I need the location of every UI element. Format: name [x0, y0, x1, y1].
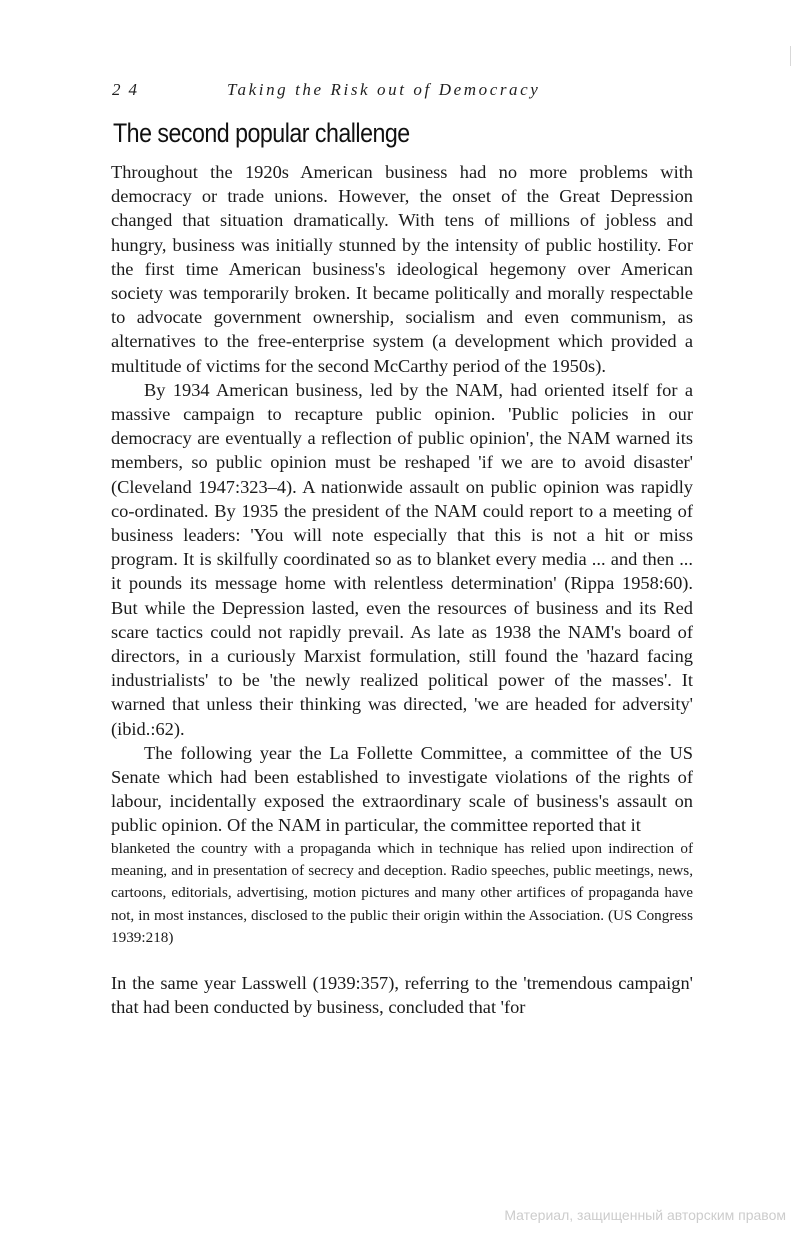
page-number: 24: [112, 80, 145, 99]
paragraph-2: By 1934 American business, led by the NAM, had oriented itself for a massive campaign to recapture public opinion. 'Public policies in our democracy are eventually a reflection of public opinion', the NAM warned its members, so public opinion must be reshaped 'if we are to avoid disaster' (Cleveland 1947:323–4). A nationwide assault on public opinion was rapidly co-ordinated. By 1935 the president of the NAM could report to a meeting of business leaders: 'You will note especially that this is not a hit or miss program. It is skilfully coordinated so as to blanket every media ... and then ... it pounds its message home with relentless determination' (Rippa 1958:60). But while the Depression lasted, even the resources of business and its Red scare tactics could not rapidly prevail. As late as 1938 the NAM's board of directors, in a curiously Marxist formulation, still found the 'hazard facing industrialists' to be 'the newly realized political power of the masses'. It warned that unless their thinking was directed, 'we are headed for adversity' (ibid.:62).: [111, 379, 693, 739]
paragraph-1: Throughout the 1920s American business had no more problems with democracy or trade unions. However, the onset of the Great Depression changed that situation dramatically. With tens of millions of jobless and hungry, business was initially stunned by the intensity of public hostility. For the first time American business's ideological hegemony over American society was temporarily broken. It became politically and morally respectable to advocate government ownership, socialism and even communism, as alternatives to the free-enterprise system (a development which provided a multitude of victims for the second McCarthy period of the 1950s).: [111, 162, 693, 376]
running-head: [112, 79, 592, 101]
running-head-title: Taking the Risk out of Democracy: [227, 80, 541, 99]
closing-paragraph: In the same year Lasswell (1939:357), referring to the 'tremendous campaign' that had been conducted by business, concluded that 'for: [111, 973, 693, 1018]
page-edge-mark: [790, 46, 791, 66]
paragraph-3: The following year the La Follette Committee, a committee of the US Senate which had been established to investigate violations of the rights of labour, incidentally exposed the extraordinary scale of business's assault on public opinion. Of the NAM in particular, the committee reported that it: [111, 742, 693, 836]
body-text: [111, 160, 693, 1020]
section-heading: The second popular challenge: [113, 118, 410, 148]
block-quote: blanketed the country with a propaganda which in technique has relied upon indirection of meaning, and in presentation of secrecy and deception. Radio speeches, public meetings, news, cartoons, editorials, advertising, motion pictures and many other artifices of propaganda have not, in most instances, disclosed to the public their origin within the Association. (US Congress 1939:218): [111, 839, 693, 946]
copyright-watermark: Материал, защищенный авторским правом: [504, 1207, 786, 1223]
